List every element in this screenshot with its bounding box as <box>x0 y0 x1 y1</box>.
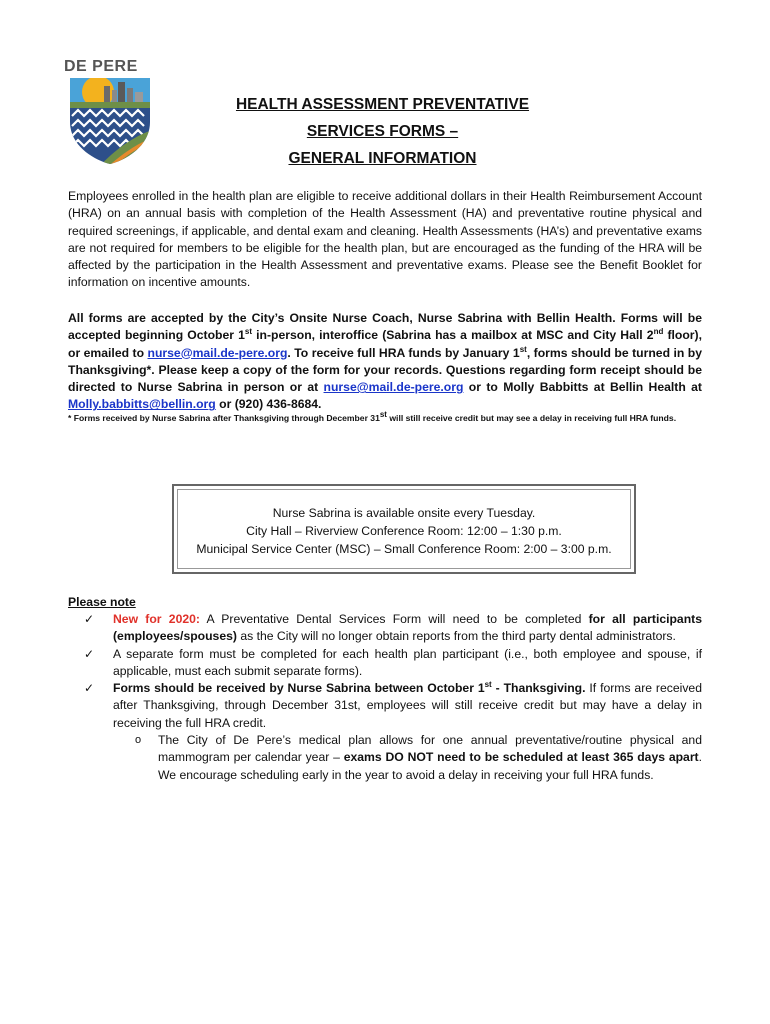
logo-text: DE PERE <box>64 58 138 75</box>
note-text-bold: Forms should be received by Nurse Sabrina between October 1 <box>113 681 485 696</box>
list-item <box>68 646 702 681</box>
note-text: . We encourage scheduling early in the year to avoid a delay in receiving your full HRA funds. <box>158 750 703 782</box>
intro-text: Employees enrolled in the health plan are eligible to receive additional dollars in their Health Reimbursement Account (HRA) on an annual basis with completion of the Health Assessment (HA) and preventative routine physical and required screenings, if applicable, and dental exam and cleaning. Health Assessments (HA’s) and preventative exams are not required for members to be eligible for the health plan, but are encouraged as the funding of the HRA will be affected by the participation in the Health Assessment and preventative exams. Please see the Benefit Booklet for information on incentive amounts. <box>68 189 702 290</box>
footnote-text: * Forms received by Nurse Sabrina after Thanksgiving through December 31 <box>68 413 380 423</box>
list-item <box>68 680 702 732</box>
sub-list-item <box>68 732 702 784</box>
forms-text: in-person, interoffice (Sabrina has a mailbox at MSC and City Hall 2 <box>252 328 654 343</box>
list-item <box>68 611 702 646</box>
notes-heading: Please note <box>68 595 136 609</box>
checkmark-icon: ✓ <box>84 612 95 626</box>
checkmark-icon: ✓ <box>84 646 95 661</box>
footnote <box>68 412 702 424</box>
footnote-text: will still receive credit but may see a delay in receiving full HRA funds. <box>386 413 677 423</box>
note-text: as the City will no longer obtain reports from the third party dental administrators. <box>236 629 676 644</box>
superscript: st <box>244 327 253 337</box>
circle-bullet-icon: o <box>135 734 142 747</box>
forms-text: All forms are accepted by the City’s Onsite Nurse Coach, Nurse Sabrina with Bellin Health. Forms will be accepted beginning October 1 <box>68 311 702 343</box>
note-text: A separate form must be completed for each health plan participant (i.e., both employee and spouse, if applicable, must each submit separate forms). <box>113 646 702 678</box>
de-pere-crest-icon <box>68 76 152 164</box>
forms-paragraph <box>68 310 702 414</box>
note-text-bold: - Thanksgiving. <box>491 681 586 696</box>
forms-text: or (920) 436-8684. <box>215 397 322 412</box>
note-text: The City of De Pere’s medical plan allows for one annual preventative/routine physical and mammogram per calendar year – <box>158 733 702 765</box>
title-line: HEALTH ASSESSMENT PREVENTATIVE <box>235 96 530 113</box>
schedule-line: Nurse Sabrina is available onsite every Tuesday. <box>272 506 536 520</box>
new-label: New for 2020: <box>113 612 200 626</box>
title-line: GENERAL INFORMATION <box>288 150 477 167</box>
nurse-email-link[interactable]: nurse@mail.de-pere.org <box>147 345 288 360</box>
de-pere-logo <box>64 58 156 166</box>
note-text: If forms are received after Thanksgiving, through December 31st, employees will still receive credit but may have a delay in receiving the full HRA credit. <box>113 681 702 730</box>
superscript: st <box>379 410 387 420</box>
intro-paragraph <box>68 188 702 292</box>
schedule-box <box>172 484 636 574</box>
note-text-bold: for all participants (employees/spouses) <box>113 612 702 644</box>
notes-list <box>68 611 702 784</box>
nurse-email-link[interactable]: nurse@mail.de-pere.org <box>323 380 464 395</box>
schedule-line: Municipal Service Center (MSC) – Small Conference Room: 2:00 – 3:00 p.m. <box>196 542 612 556</box>
note-text: A Preventative Dental Services Form will need to be completed <box>199 612 589 626</box>
superscript: st <box>484 680 492 690</box>
title-line: SERVICES FORMS – <box>306 123 459 140</box>
page-title <box>180 91 585 172</box>
forms-text: floor), or emailed to <box>68 328 702 360</box>
note-text-bold: exams DO NOT need to be scheduled at least 365 days apart <box>343 750 699 765</box>
forms-text: . To receive full HRA funds by January 1 <box>287 345 520 360</box>
superscript: st <box>519 344 527 354</box>
forms-text: or to Molly Babbitts at Bellin Health at <box>463 380 702 395</box>
forms-text: , forms should be turned in by Thanksgiving*. Please keep a copy of the form for your records. Questions regarding form receipt should be directed to Nurse Sabrina in person or at <box>68 345 703 395</box>
molly-email-link[interactable]: Molly.babbitts@bellin.org <box>68 397 216 412</box>
schedule-line: City Hall – Riverview Conference Room: 12:00 – 1:30 p.m. <box>246 524 562 538</box>
checkmark-icon: ✓ <box>84 681 95 696</box>
superscript: nd <box>653 327 664 337</box>
